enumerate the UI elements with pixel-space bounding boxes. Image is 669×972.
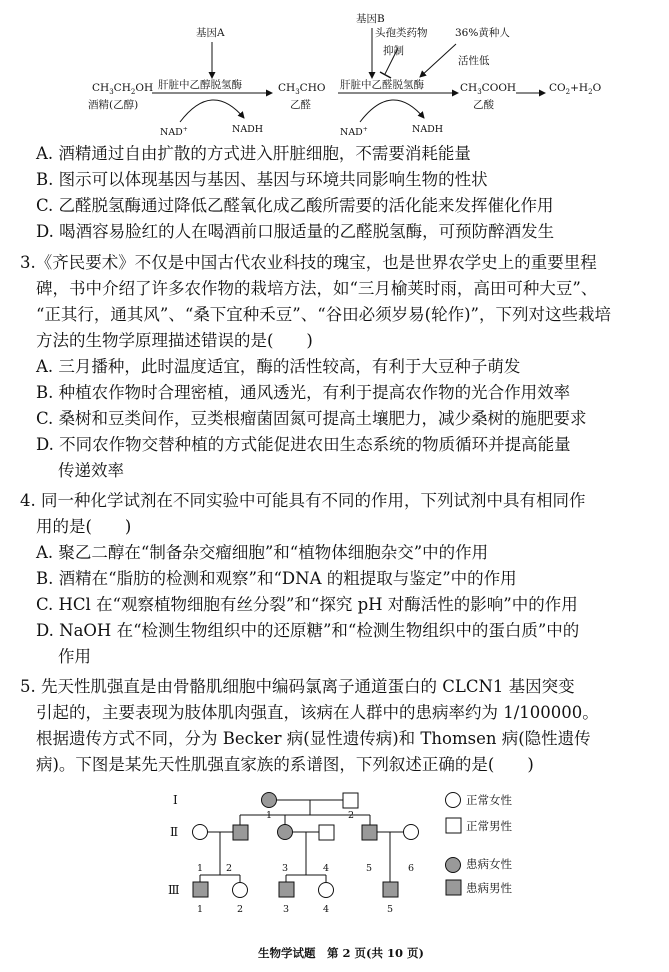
pedigree-iii3-affected-male [279, 882, 294, 897]
q3-option-d-cont: 传递效率 [58, 461, 124, 480]
ii4-number: 4 [323, 863, 330, 874]
legend-normal-male: 正常男性 [466, 819, 512, 833]
nad-label-2: NAD+ [340, 126, 368, 139]
pedigree-ii6-normal-female [404, 825, 419, 840]
i1-number: 1 [266, 810, 273, 821]
iii1-number: 1 [197, 904, 204, 915]
q2-option-c: C. 乙醛脱氢酶通过降低乙醛氧化成乙酸所需要的活化能来发挥催化作用 [36, 196, 554, 215]
q2-option-d: D. 喝酒容易脸红的人在喝酒前口服适量的乙醛脱氢酶，可预防醉酒发生 [36, 222, 555, 241]
acetaldehyde-formula: $CH_3CHO$ [278, 82, 326, 97]
pedigree-ii2-affected-male [233, 825, 248, 840]
q3-stem-line4: 方法的生物学原理描述错误的是( ) [36, 331, 313, 350]
iii4-number: 4 [323, 904, 330, 915]
q3-stem-line3: “正其行，通其风”、“桑下宜种禾豆”、“谷田必须岁易(轮作)”，下列对这些栽培 [36, 305, 611, 324]
gene-a-label: 基因A [196, 27, 225, 39]
q2-option-a: A. 酒精通过自由扩散的方式进入肝脏细胞，不需要消耗能量 [36, 144, 471, 163]
gene-b-label: 基因B [356, 13, 385, 25]
q3-option-c: C. 桑树和豆类间作，豆类根瘤菌固氮可提高土壤肥力，减少桑树的施肥要求 [36, 409, 587, 428]
q4-option-d: D. NaOH 在“检测生物组织中的还原糖”和“检测生物组织中的蛋白质”中的 [36, 621, 580, 640]
pedigree-ii5-affected-male [362, 825, 377, 840]
pedigree-chart [0, 780, 669, 930]
pedigree-ii4-normal-male [319, 825, 334, 840]
page-footer: 生物学试题 第 2 页(共 10 页) [258, 946, 424, 960]
pedigree-iii5-affected-male [383, 882, 398, 897]
acetaldehyde-name: 乙醛 [290, 99, 311, 111]
gen-label-2: Ⅱ [170, 825, 179, 839]
q3-stem-line1: 3.《齐民要术》不仅是中国古代农业科技的瑰宝，也是世界农学史上的重要里程 [20, 253, 597, 272]
q2-option-b: B. 图示可以体现基因与基因、基因与环境共同影响生物的性状 [36, 170, 488, 189]
gen-label-3: Ⅲ [168, 883, 180, 897]
pedigree-iii4-normal-female [319, 883, 334, 898]
acetic-name: 乙酸 [473, 99, 494, 111]
gen-label-1: Ⅰ [173, 793, 178, 807]
q4-stem-line1: 4. 同一种化学试剂在不同实验中可能具有不同的作用，下列试剂中具有相同作 [20, 491, 586, 510]
pedigree-i1-affected-female [262, 793, 277, 808]
enzyme2-label: 肝脏中乙醛脱氢酶 [340, 79, 424, 91]
nadh-label-1: NADH [232, 124, 264, 135]
legend-affected-male: 患病男性 [466, 881, 512, 895]
ii1-number: 1 [197, 863, 204, 874]
q3-stem-line2: 碑，书中介绍了许多农作物的栽培方法，如“三月榆荚时雨，高田可种大豆”、 [36, 279, 598, 298]
pedigree-i2-normal-male [343, 793, 358, 808]
q5-stem-line2: 引起的，主要表现为肢体肌肉强直，该病在人群中的患病率约为 1/100000。 [36, 703, 599, 722]
ii3-number: 3 [282, 863, 289, 874]
iii3-number: 3 [283, 904, 290, 915]
q5-stem-line4: 病)。下图是某先天性肌强直家族的系谱图，下列叙述正确的是( ) [36, 755, 534, 774]
iii2-number: 2 [237, 904, 244, 915]
legend-affected-female-symbol [446, 858, 461, 873]
nadh-label-2: NADH [412, 124, 444, 135]
legend-normal-female-symbol [446, 793, 461, 808]
inhibitor-label: 头孢类药物 [375, 27, 428, 39]
q3-option-b: B. 种植农作物时合理密植，通风透光，有利于提高农作物的光合作用效率 [36, 383, 571, 402]
nad-label-1: NAD+ [160, 126, 188, 139]
legend-normal-female: 正常女性 [466, 793, 512, 807]
pedigree-ii1-normal-female [193, 825, 208, 840]
iii5-number: 5 [387, 904, 394, 915]
legend-affected-female: 患病女性 [466, 857, 512, 871]
legend-affected-male-symbol [446, 880, 461, 895]
q3-option-d: D. 不同农作物交替种植的方式能促进农田生态系统的物质循环并提高能量 [36, 435, 571, 454]
inhibit-label: 抑制 [383, 45, 404, 57]
ii6-number: 6 [408, 863, 415, 874]
legend-normal-male-symbol [446, 818, 461, 833]
ii5-number: 5 [366, 863, 373, 874]
ethanol-formula: $CH_3CH_2OH$ [92, 82, 154, 97]
pedigree-ii3-affected-female [278, 825, 293, 840]
yellow-race-label: 36%黄种人 [455, 27, 510, 39]
ethanol-name: 酒精(乙醇) [88, 99, 139, 111]
pathway-arrows [0, 0, 669, 145]
q5-stem-line3: 根据遗传方式不同，分为 Becker 病(显性遗传病)和 Thomsen 病(隐性遗传 [36, 729, 591, 748]
pedigree-iii2-normal-female [233, 883, 248, 898]
enzyme1-label: 肝脏中乙醇脱氢酶 [158, 79, 242, 91]
acetic-formula: $CH_3COOH$ [460, 82, 517, 97]
products-formula: $CO_2+H_2O$ [549, 82, 602, 97]
i2-number: 2 [348, 810, 355, 821]
q4-option-d-cont: 作用 [58, 647, 91, 666]
q4-option-b: B. 酒精在“脂肪的检测和观察”和“DNA 的粗提取与鉴定”中的作用 [36, 569, 517, 588]
q3-option-a: A. 三月播种，此时温度适宜，酶的活性较高，有利于大豆种子萌发 [36, 357, 521, 376]
q4-option-a: A. 聚乙二醇在“制备杂交瘤细胞”和“植物体细胞杂交”中的作用 [36, 543, 489, 562]
pedigree-iii1-affected-male [193, 882, 208, 897]
ii2-number: 2 [226, 863, 233, 874]
q5-stem-line1: 5. 先天性肌强直是由骨骼肌细胞中编码氯离子通道蛋白的 CLCN1 基因突变 [20, 677, 575, 696]
low-activity-label: 活性低 [458, 55, 490, 67]
q4-stem-line2: 用的是( ) [36, 517, 132, 536]
q4-option-c: C. HCl 在“观察植物细胞有丝分裂”和“探究 pH 对酶活性的影响”中的作用 [36, 595, 578, 614]
